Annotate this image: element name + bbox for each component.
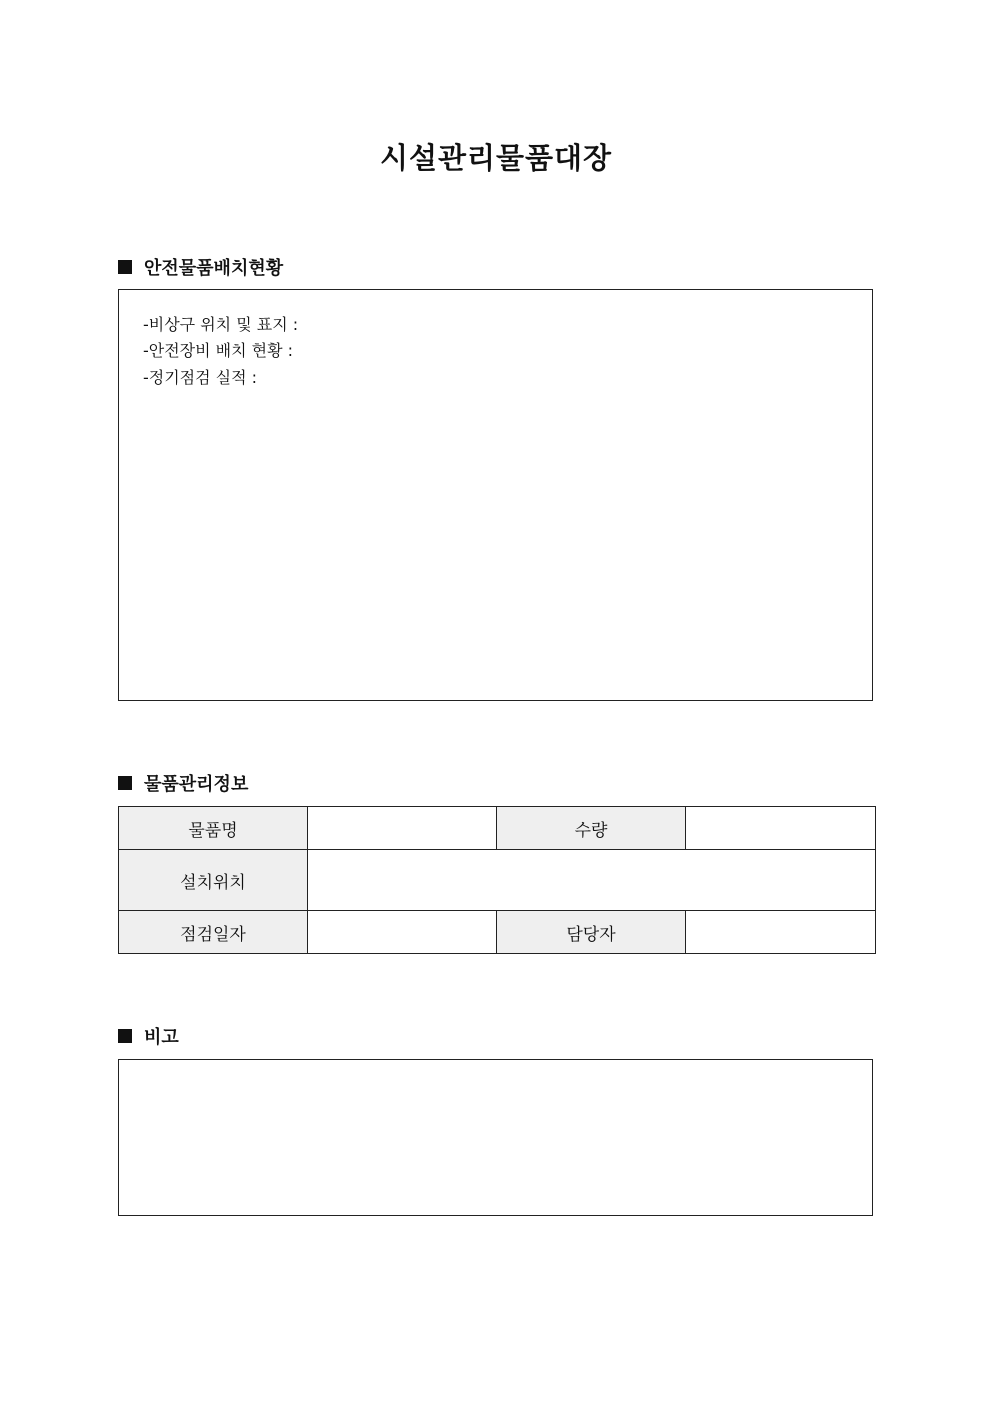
- section-heading-management: [118, 770, 248, 796]
- item-name-field[interactable]: [308, 807, 497, 850]
- quantity-label: 수량: [497, 807, 686, 850]
- section-heading-label: 안전물품배치현황: [144, 258, 284, 279]
- location-label: 설치위치: [119, 850, 308, 911]
- quantity-field[interactable]: [686, 807, 876, 850]
- remarks-box[interactable]: [118, 1059, 873, 1216]
- page-title: 시설관리물품대장: [379, 141, 613, 175]
- location-field[interactable]: [308, 850, 876, 911]
- manager-label: 담당자: [497, 911, 686, 954]
- inspection-date-field[interactable]: [308, 911, 497, 954]
- table-row: [119, 807, 876, 850]
- inspection-date-label: 점검일자: [119, 911, 308, 954]
- section-heading-safety: [118, 254, 283, 280]
- section-heading-label: 비고: [144, 1027, 179, 1048]
- management-info-table: [118, 806, 876, 954]
- emergency-exit-line: -비상구 위치 및 표지 :: [143, 315, 299, 334]
- item-name-label: 물품명: [119, 807, 308, 850]
- square-bullet-icon: [118, 1029, 132, 1043]
- manager-field[interactable]: [686, 911, 876, 954]
- table-row: [119, 911, 876, 954]
- safety-equipment-line: -안전장비 배치 현황 :: [143, 341, 294, 360]
- safety-status-box[interactable]: [118, 289, 873, 701]
- square-bullet-icon: [118, 260, 132, 274]
- table-row: [119, 850, 876, 911]
- square-bullet-icon: [118, 776, 132, 790]
- section-heading-label: 물품관리정보: [144, 774, 249, 795]
- regular-inspection-line: -정기점검 실적 :: [143, 368, 258, 387]
- section-heading-remarks: [118, 1023, 179, 1049]
